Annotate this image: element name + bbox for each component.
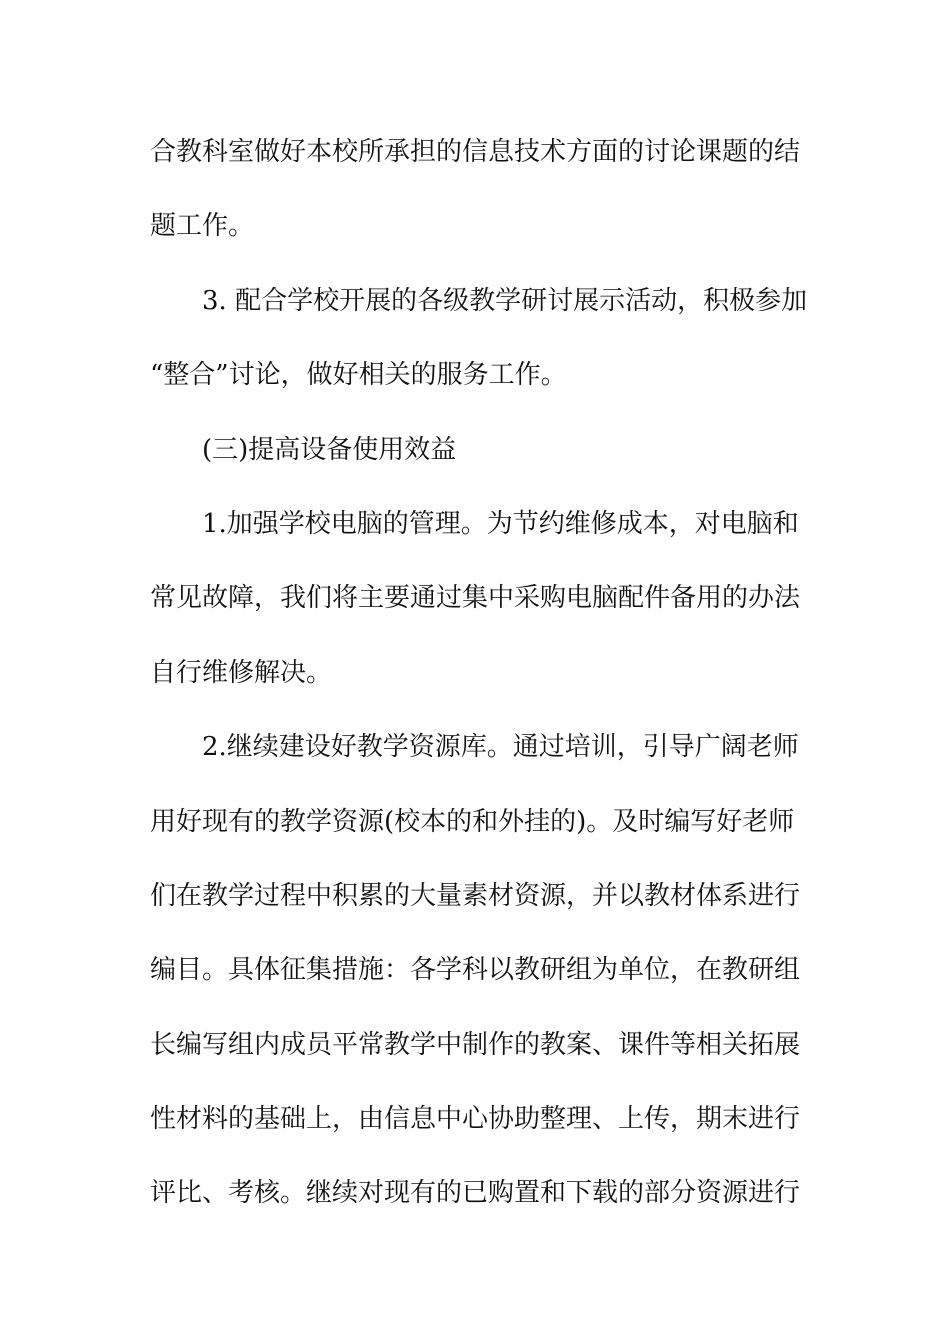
document-body bbox=[150, 131, 810, 1247]
section-heading: (三)提高设备使用效益 bbox=[202, 434, 457, 465]
text-line: 常见故障，我们将主要通过集中采购电脑配件备用的办法 bbox=[150, 583, 801, 614]
text-line: 合教科室做好本校所承担的信息技术方面的讨论课题的结 bbox=[150, 137, 801, 167]
text-line: 1.加强学校电脑的管理。为节约维修成本，对电脑和 bbox=[202, 508, 799, 539]
text-line: 性材料的基础上，由信息中心协助整理、上传，期末进行 bbox=[150, 1104, 801, 1135]
text-line: 编目。具体征集措施：各学科以教研组为单位，在教研组 bbox=[150, 955, 801, 986]
text-line: 3. 配合学校开展的各级教学研讨展示活动，积极参加 bbox=[202, 285, 808, 316]
text-line: 用好现有的教学资源(校本的和外挂的)。及时编写好老师 bbox=[150, 806, 795, 837]
text-line: 2.继续建设好教学资源库。通过培训，引导广阔老师 bbox=[202, 732, 799, 763]
text-line: 长编写组内成员平常教学中制作的教案、课件等相关拓展 bbox=[150, 1029, 801, 1060]
text-line: 自行维修解决。 bbox=[150, 657, 333, 688]
text-line: 题工作。 bbox=[150, 211, 255, 242]
text-line: 评比、考核。继续对现有的已购置和下载的部分资源进行 bbox=[150, 1178, 801, 1209]
text-line: “整合”讨论，做好相关的服务工作。 bbox=[150, 360, 567, 391]
text-line: 们在教学过程中积累的大量素材资源，并以教材体系进行 bbox=[150, 880, 801, 911]
